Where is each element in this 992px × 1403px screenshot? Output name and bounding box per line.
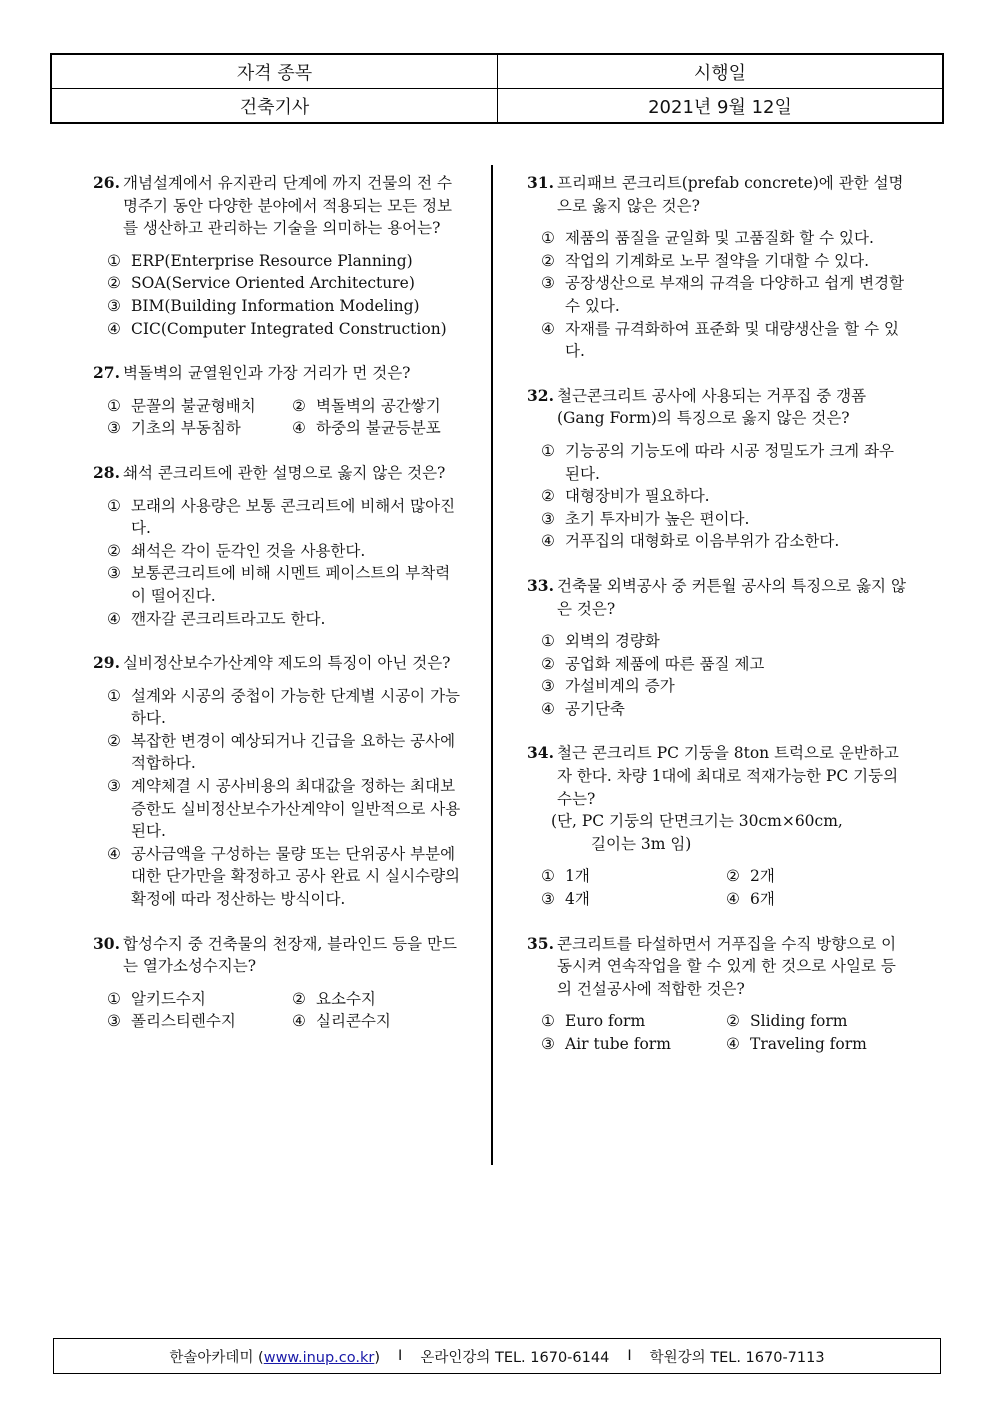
option	[107, 295, 463, 318]
option	[107, 250, 463, 273]
left-column	[93, 172, 463, 1051]
column-divider	[491, 165, 493, 1165]
footer-separator: I	[398, 1348, 403, 1364]
footer-offline-phone: 학원강의 TEL. 1670-7113	[649, 1349, 825, 1366]
footer-academy: 한솔아카데미 (	[169, 1349, 264, 1366]
header-label-date: 시행일	[498, 54, 944, 89]
option-text: 설계와 시공의 중첩이 가능한 단계별 시공이 가능하다.	[131, 686, 461, 728]
option	[107, 318, 463, 341]
option	[292, 417, 477, 440]
question-number: 26.	[93, 173, 120, 192]
option-mark: ④	[292, 419, 306, 438]
option-text: 거푸집의 대형화로 이음부위가 감소한다.	[565, 532, 840, 551]
option	[541, 440, 907, 485]
footer-separator: I	[627, 1348, 632, 1364]
option-mark: ③	[107, 1012, 121, 1031]
question-32	[527, 385, 907, 553]
option-text: SOA(Service Oriented Architecture)	[131, 274, 415, 293]
option-text: 공장생산으로 부재의 규격을 다양하고 쉽게 변경할 수 있다.	[565, 274, 905, 315]
question-33	[527, 575, 907, 721]
question-note: (단, PC 기둥의 단면크기는 30cm×60cm,	[551, 812, 843, 831]
question-stem: 합성수지 중 건축물의 천장재, 블라인드 등을 만드는 열가소성수지는?	[123, 934, 457, 976]
option	[541, 888, 726, 911]
option-mark: ④	[726, 1035, 740, 1053]
option-mark: ③	[107, 564, 121, 583]
option	[107, 562, 463, 607]
option-mark: ②	[541, 251, 555, 270]
option-text: 기능공의 기능도에 따라 시공 정밀도가 크게 좌우된다.	[565, 441, 895, 483]
option	[726, 865, 911, 888]
option-mark: ②	[541, 654, 555, 673]
option-text: BIM(Building Information Modeling)	[131, 296, 420, 315]
option-text: Air tube form	[565, 1035, 671, 1053]
option-text: 자재를 규격화하여 표준화 및 대량생산을 할 수 있다.	[565, 319, 899, 361]
option-text: ERP(Enterprise Resource Planning)	[131, 251, 413, 270]
option	[541, 630, 907, 653]
option-mark: ④	[541, 532, 555, 551]
page-footer	[53, 1338, 941, 1374]
option	[541, 1010, 726, 1033]
option-text: 공기단축	[565, 699, 625, 718]
option	[541, 698, 907, 721]
option-mark: ②	[726, 1012, 740, 1031]
option-mark: ②	[292, 989, 306, 1008]
option-mark: ①	[107, 496, 121, 515]
option-mark: ①	[541, 632, 555, 651]
question-number: 33.	[527, 575, 554, 595]
question-stem: 벽돌벽의 균열원인과 가장 거리가 먼 것은?	[123, 364, 411, 383]
option-text: 벽돌벽의 공간쌓기	[316, 396, 441, 415]
option-mark: ③	[541, 274, 555, 293]
option-text: Sliding form	[750, 1012, 848, 1031]
option	[541, 1033, 726, 1056]
option-text: 4개	[565, 890, 590, 909]
option-text: 하중의 불균등분포	[316, 419, 441, 438]
question-stem: 철근 콘크리트 PC 기둥을 8ton 트럭으로 운반하고자 한다. 차량 1대에 최대로 적재가능한 PC 기둥의 수는?	[557, 744, 899, 808]
option-text: 복잡한 변경이 예상되거나 긴급을 요하는 공사에 적합하다.	[131, 731, 456, 773]
question-stem: 프리패브 콘크리트(prefab concrete)에 관한 설명으로 옳지 않은 것은?	[557, 174, 904, 215]
option	[726, 888, 911, 911]
question-stem: 쇄석 콘크리트에 관한 설명으로 옳지 않은 것은?	[123, 463, 446, 482]
option-mark: ②	[726, 867, 740, 886]
option	[541, 653, 907, 676]
option	[541, 485, 907, 508]
option-text: 공업화 제품에 따른 품질 제고	[565, 654, 765, 673]
header-date-value: 2021년 9월 12일	[498, 89, 944, 124]
question-stem: 건축물 외벽공사 중 커튼월 공사의 특징으로 옳지 않은 것은?	[557, 576, 906, 618]
footer-online-phone: 온라인강의 TEL. 1670-6144	[420, 1349, 610, 1366]
option	[107, 395, 292, 418]
option-mark: ①	[107, 251, 121, 270]
right-column	[527, 172, 907, 1074]
option	[107, 540, 463, 563]
option	[107, 843, 463, 911]
option-mark: ④	[107, 319, 121, 338]
question-note: 길이는 3m 임)	[591, 834, 692, 853]
option	[541, 675, 907, 698]
question-number: 31.	[527, 173, 554, 192]
question-number: 28.	[93, 462, 120, 482]
footer-academy-close: )	[374, 1349, 381, 1366]
question-number: 29.	[93, 653, 120, 673]
option	[107, 495, 463, 540]
option-mark: ②	[541, 487, 555, 506]
option-text: 모래의 사용량은 보통 콘크리트에 비해서 많아진다.	[131, 496, 456, 538]
question-stem: 철근콘크리트 공사에 사용되는 거푸집 중 갱폼(Gang Form)의 특징으로 옳지 않은 것은?	[557, 386, 867, 428]
option	[541, 530, 907, 553]
option-text: 초기 투자비가 높은 편이다.	[565, 509, 750, 528]
exam-header-table	[50, 53, 944, 124]
option-mark: ③	[541, 1035, 555, 1053]
question-stem: 콘크리트를 타설하면서 거푸집을 수직 방향으로 이동시켜 연속작업을 할 수 있게 한 것으로 사일로 등의 건설공사에 적합한 것은?	[557, 934, 897, 998]
option-mark: ④	[541, 699, 555, 718]
option	[541, 272, 907, 317]
option	[107, 272, 463, 295]
option-mark: ①	[107, 686, 121, 705]
question-27	[93, 362, 463, 440]
option-text: 2개	[750, 867, 775, 886]
option	[541, 508, 907, 531]
option-mark: ③	[541, 677, 555, 696]
question-stem: 개념설계에서 유지관리 단계에 까지 건물의 전 수명주기 동안 다양한 분야에서 적용되는 모든 정보를 생산하고 관리하는 기술을 의미하는 용어는?	[123, 174, 453, 238]
question-number: 27.	[93, 363, 120, 383]
question-28	[93, 462, 463, 630]
option-text: 6개	[750, 890, 775, 909]
option-mark: ②	[107, 541, 121, 560]
option-text: CIC(Computer Integrated Construction)	[131, 319, 447, 338]
header-subject-value: 건축기사	[51, 89, 498, 124]
option-mark: ③	[107, 419, 121, 438]
option	[107, 608, 463, 631]
option	[292, 1010, 477, 1033]
question-number: 35.	[527, 933, 554, 953]
option	[107, 417, 292, 440]
option	[107, 730, 463, 775]
option-mark: ②	[107, 274, 121, 293]
option	[541, 227, 907, 250]
option-text: Euro form	[565, 1012, 646, 1031]
option-mark: ②	[292, 396, 306, 415]
question-number: 32.	[527, 385, 554, 405]
option-mark: ④	[541, 319, 555, 338]
option-text: 1개	[565, 867, 590, 886]
option	[292, 395, 477, 418]
option-mark: ④	[292, 1012, 306, 1031]
option-text: 제품의 품질을 균일화 및 고품질화 할 수 있다.	[565, 229, 874, 248]
option-text: 가설비계의 증가	[565, 677, 675, 696]
question-26	[93, 172, 463, 340]
option-mark: ③	[107, 296, 121, 315]
option-mark: ③	[541, 509, 555, 528]
option-mark: ④	[107, 844, 121, 863]
question-stem: 실비정산보수가산계약 제도의 특징이 아닌 것은?	[123, 654, 451, 673]
option	[726, 1010, 911, 1033]
question-29	[93, 652, 463, 911]
option	[107, 1010, 292, 1033]
option-text: 기초의 부동침하	[131, 419, 241, 438]
question-30	[93, 933, 463, 1033]
option	[541, 250, 907, 273]
option	[726, 1033, 911, 1056]
option-mark: ①	[541, 441, 555, 460]
option-mark: ④	[726, 890, 740, 909]
header-label-subject: 자격 종목	[51, 54, 498, 89]
option	[541, 865, 726, 888]
option-mark: ①	[541, 867, 555, 886]
option-text: 공사금액을 구성하는 물량 또는 단위공사 부분에 대한 단가만을 확정하고 공사 완료 시 실시수량의 확정에 따라 정산하는 방식이다.	[131, 844, 461, 909]
option-text: 보통콘크리트에 비해 시멘트 페이스트의 부착력이 떨어진다.	[131, 564, 451, 605]
option	[541, 318, 907, 363]
option-mark: ①	[107, 396, 121, 415]
question-35	[527, 933, 907, 1056]
option-text: 문꼴의 불균형배치	[131, 396, 256, 415]
option	[292, 988, 477, 1011]
option-text: 작업의 기계화로 노무 절약을 기대할 수 있다.	[565, 251, 870, 270]
option-mark: ③	[107, 777, 121, 796]
question-34	[527, 742, 907, 910]
option-mark: ②	[107, 731, 121, 750]
option-text: 외벽의 경량화	[565, 632, 660, 651]
option	[107, 988, 292, 1011]
option	[107, 685, 463, 730]
question-31	[527, 172, 907, 363]
question-number: 34.	[527, 743, 554, 763]
option-mark: ①	[107, 989, 121, 1008]
option-text: Traveling form	[750, 1035, 867, 1053]
option-mark: ①	[541, 229, 555, 248]
option-mark: ③	[541, 890, 555, 909]
option-text: 폴리스티렌수지	[131, 1012, 236, 1031]
option-text: 쇄석은 각이 둔각인 것을 사용한다.	[131, 541, 366, 560]
option-mark: ④	[107, 609, 121, 628]
option	[107, 775, 463, 843]
option-text: 대형장비가 필요하다.	[565, 487, 710, 506]
option-text: 계약체결 시 공사비용의 최대값을 정하는 최대보증한도 실비정산보수가산계약이 일반적으로 사용된다.	[131, 777, 461, 841]
option-text: 알키드수지	[131, 989, 206, 1008]
option-mark: ①	[541, 1012, 555, 1031]
question-number: 30.	[93, 933, 120, 953]
academy-website-link[interactable]: www.inup.co.kr	[263, 1349, 375, 1366]
option-text: 실리콘수지	[316, 1012, 391, 1031]
option-text: 깬자갈 콘크리트라고도 한다.	[131, 609, 326, 628]
option-text: 요소수지	[316, 989, 376, 1008]
